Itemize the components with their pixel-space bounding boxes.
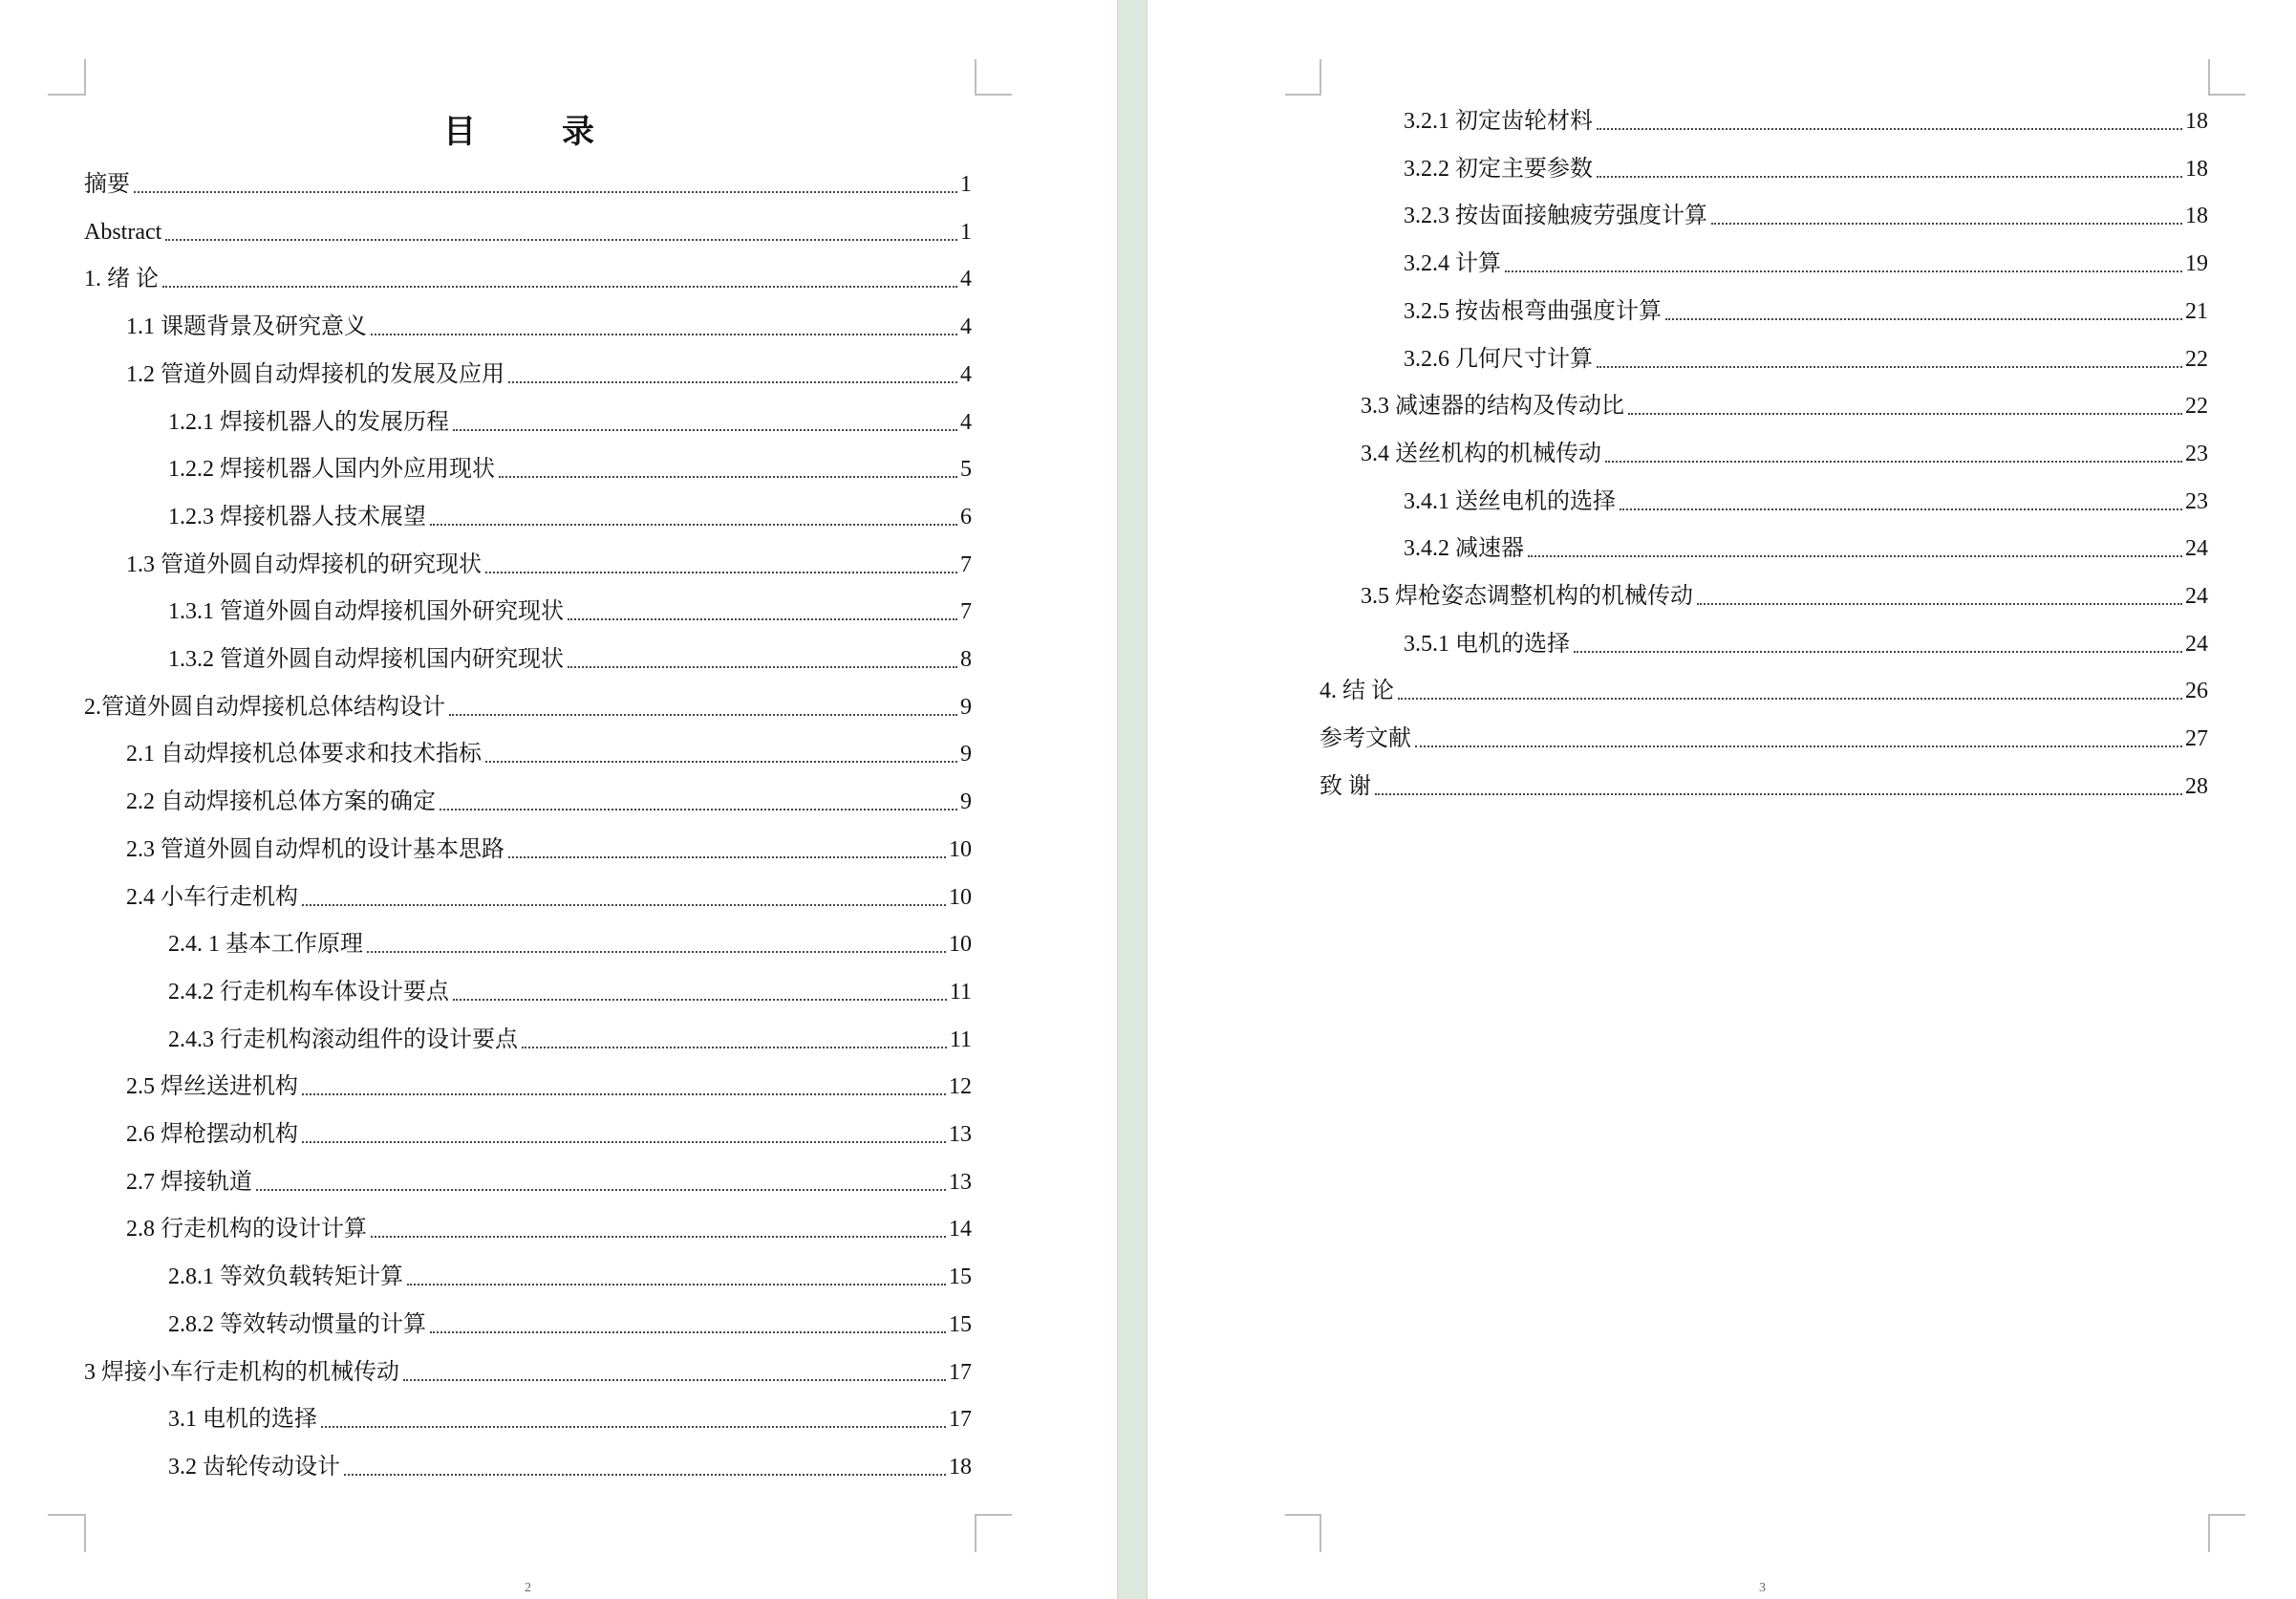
toc-entry[interactable] bbox=[168, 920, 972, 959]
toc-entry[interactable] bbox=[84, 683, 972, 722]
toc-entry[interactable] bbox=[84, 255, 972, 293]
toc-entry[interactable] bbox=[1404, 335, 2208, 374]
margin-mark-bottom-left bbox=[1285, 1514, 1321, 1552]
toc-entry-page: 1 bbox=[960, 219, 972, 245]
toc-entry-label: 3.2.4 计算 bbox=[1404, 251, 1501, 277]
dot-leader bbox=[508, 381, 957, 383]
toc-entry[interactable] bbox=[168, 445, 972, 484]
dot-leader bbox=[371, 334, 957, 335]
dot-leader bbox=[256, 1189, 946, 1191]
dot-leader bbox=[430, 524, 957, 526]
toc-entry-label: 4. 结 论 bbox=[1320, 679, 1394, 704]
toc-entry-label: 1.3 管道外圆自动焊接机的研究现状 bbox=[126, 551, 482, 577]
toc-entry-label: 3 焊接小车行走机构的机械传动 bbox=[84, 1359, 399, 1385]
toc-entry-page: 21 bbox=[2185, 298, 2208, 324]
dot-leader bbox=[162, 286, 957, 288]
toc-entry-page: 12 bbox=[949, 1074, 972, 1100]
toc-entry[interactable] bbox=[126, 1205, 972, 1243]
toc-entry[interactable] bbox=[126, 541, 972, 579]
dot-leader bbox=[302, 904, 946, 906]
dot-leader bbox=[1597, 128, 2182, 130]
toc-entry[interactable] bbox=[1361, 382, 2208, 421]
toc-entry-page: 28 bbox=[2185, 773, 2208, 799]
dot-leader bbox=[407, 1284, 946, 1286]
toc-entry-label: 1.2.2 焊接机器人国内外应用现状 bbox=[168, 457, 495, 483]
toc-entry-page: 18 bbox=[2185, 109, 2208, 134]
dot-leader bbox=[1505, 270, 2182, 272]
toc-entry[interactable] bbox=[1404, 145, 2208, 184]
toc-entry-label: 摘要 bbox=[84, 172, 130, 197]
dot-leader bbox=[485, 761, 957, 763]
toc-entry-label: 3.1 电机的选择 bbox=[168, 1407, 317, 1433]
toc-entry-label: 2.5 焊丝送进机构 bbox=[126, 1074, 298, 1100]
toc-entry-label: 3.4 送丝机构的机械传动 bbox=[1361, 441, 1601, 466]
toc-entry[interactable] bbox=[168, 1395, 972, 1434]
toc-entry[interactable] bbox=[126, 351, 972, 389]
page-number: 3 bbox=[1759, 1581, 1766, 1595]
dot-leader bbox=[302, 1141, 946, 1143]
toc-entry-page: 10 bbox=[949, 884, 972, 910]
toc-entry-label: Abstract bbox=[84, 219, 162, 245]
toc-entry-page: 24 bbox=[2185, 631, 2208, 657]
toc-entry-page: 27 bbox=[2185, 726, 2208, 752]
toc-entry-page: 4 bbox=[960, 409, 972, 435]
dot-leader bbox=[568, 618, 957, 620]
toc-entry-page: 22 bbox=[2185, 346, 2208, 372]
toc-entry[interactable] bbox=[1404, 525, 2208, 563]
toc-entry-label: 2.4 小车行走机构 bbox=[126, 884, 298, 910]
toc-entry[interactable] bbox=[1404, 620, 2208, 659]
margin-mark-bottom-left bbox=[48, 1514, 86, 1552]
toc-entry[interactable] bbox=[168, 968, 972, 1006]
toc-entry-page: 11 bbox=[949, 979, 972, 1005]
toc-entry-page: 9 bbox=[960, 694, 972, 720]
toc-entry[interactable] bbox=[126, 303, 972, 341]
toc-entry-label: 3.2.2 初定主要参数 bbox=[1404, 156, 1593, 182]
toc-entry-page: 15 bbox=[949, 1311, 972, 1337]
toc-entry[interactable] bbox=[84, 1349, 972, 1387]
toc-entry-page: 18 bbox=[2185, 204, 2208, 229]
dot-leader bbox=[321, 1426, 946, 1428]
dot-leader bbox=[403, 1379, 946, 1381]
dot-leader bbox=[449, 714, 957, 716]
toc-entry-page: 7 bbox=[960, 551, 972, 577]
toc-page-right bbox=[1148, 0, 2296, 1599]
toc-entry[interactable] bbox=[126, 778, 972, 816]
toc-entry-label: 3.2.1 初定齿轮材料 bbox=[1404, 109, 1593, 134]
dot-leader bbox=[1711, 223, 2182, 225]
toc-entry-page: 24 bbox=[2185, 584, 2208, 609]
dot-leader bbox=[1597, 176, 2182, 178]
toc-entry-label: 1.3.2 管道外圆自动焊接机国内研究现状 bbox=[168, 647, 564, 672]
toc-entry-page: 14 bbox=[949, 1217, 972, 1242]
toc-entry-label: 3.2.6 几何尺寸计算 bbox=[1404, 346, 1593, 372]
toc-entry-label: 2.4.3 行走机构滚动组件的设计要点 bbox=[168, 1026, 518, 1052]
toc-entry-label: 1.3.1 管道外圆自动焊接机国外研究现状 bbox=[168, 599, 564, 625]
toc-entry[interactable] bbox=[1404, 478, 2208, 516]
toc-entry-page: 7 bbox=[960, 599, 972, 625]
dot-leader bbox=[1697, 603, 2182, 605]
toc-entry-label: 3.3 减速器的结构及传动比 bbox=[1361, 394, 1624, 420]
toc-entry-page: 4 bbox=[960, 267, 972, 292]
page-number: 2 bbox=[525, 1581, 531, 1595]
toc-entry[interactable] bbox=[84, 208, 972, 247]
toc-entry-page: 1 bbox=[960, 172, 972, 197]
toc-entry-page: 15 bbox=[949, 1264, 972, 1290]
toc-entry-label: 2.4. 1 基本工作原理 bbox=[168, 932, 363, 958]
toc-entry[interactable] bbox=[1361, 430, 2208, 468]
toc-entry-page: 18 bbox=[2185, 156, 2208, 182]
toc-entry-page: 6 bbox=[960, 504, 972, 529]
margin-mark-top-left bbox=[1285, 59, 1321, 96]
toc-entry-label: 参考文献 bbox=[1320, 726, 1411, 752]
dot-leader bbox=[344, 1474, 946, 1476]
dot-leader bbox=[1597, 366, 2182, 368]
toc-entry-label: 1.2.1 焊接机器人的发展历程 bbox=[168, 409, 449, 435]
toc-entry-page: 22 bbox=[2185, 394, 2208, 420]
toc-entry-page: 11 bbox=[949, 1026, 972, 1052]
toc-entry[interactable] bbox=[1320, 667, 2208, 705]
toc-entry-page: 23 bbox=[2185, 488, 2208, 514]
dot-leader bbox=[134, 191, 957, 193]
margin-mark-bottom-right bbox=[2208, 1514, 2245, 1552]
toc-entry[interactable] bbox=[168, 493, 972, 531]
toc-entry[interactable] bbox=[1320, 763, 2208, 801]
dot-leader bbox=[1398, 698, 2182, 700]
toc-entry-label: 1.1 课题背景及研究意义 bbox=[126, 314, 367, 340]
toc-entry-label: 3.5.1 电机的选择 bbox=[1404, 631, 1570, 657]
toc-entry-label: 3.5 焊枪姿态调整机构的机械传动 bbox=[1361, 584, 1693, 609]
toc-entry-label: 2.4.2 行走机构车体设计要点 bbox=[168, 979, 449, 1005]
toc-entry-page: 9 bbox=[960, 742, 972, 767]
toc-entry[interactable] bbox=[1404, 240, 2208, 278]
margin-mark-bottom-right bbox=[975, 1514, 1012, 1552]
page-gutter bbox=[1117, 0, 1148, 1599]
toc-entry[interactable] bbox=[1404, 192, 2208, 230]
dot-leader bbox=[522, 1047, 947, 1048]
toc-entry[interactable] bbox=[168, 636, 972, 674]
dot-leader bbox=[499, 476, 957, 478]
toc-entry-page: 13 bbox=[949, 1122, 972, 1147]
toc-entry[interactable] bbox=[1361, 573, 2208, 611]
dot-leader bbox=[430, 1331, 946, 1333]
toc-entry-label: 2.8 行走机构的设计计算 bbox=[126, 1217, 367, 1242]
toc-entry-label: 2.8.1 等效负载转矩计算 bbox=[168, 1264, 403, 1290]
margin-mark-top-right bbox=[2208, 59, 2245, 96]
toc-entry-page: 10 bbox=[949, 836, 972, 862]
toc-entry[interactable] bbox=[1404, 97, 2208, 136]
dot-leader bbox=[508, 856, 946, 858]
toc-entry-page: 5 bbox=[960, 457, 972, 483]
dot-leader bbox=[568, 666, 957, 668]
toc-entry-page: 13 bbox=[949, 1169, 972, 1195]
dot-leader bbox=[1620, 508, 2182, 510]
toc-entry-label: 致 谢 bbox=[1320, 773, 1371, 799]
toc-entry[interactable] bbox=[126, 730, 972, 768]
toc-entry-label: 3.4.2 减速器 bbox=[1404, 536, 1524, 562]
dot-leader bbox=[485, 572, 957, 573]
toc-title: 目 录 bbox=[443, 113, 621, 151]
toc-entry-page: 8 bbox=[960, 647, 972, 672]
toc-entry[interactable] bbox=[168, 1253, 972, 1291]
dot-leader bbox=[1375, 793, 2182, 795]
toc-entry-label: 1. 绪 论 bbox=[84, 267, 159, 292]
dot-leader bbox=[453, 429, 957, 431]
toc-entry-label: 1.2 管道外圆自动焊接机的发展及应用 bbox=[126, 361, 504, 387]
toc-entry-page: 26 bbox=[2185, 679, 2208, 704]
toc-entry[interactable] bbox=[168, 588, 972, 626]
toc-entry-page: 19 bbox=[2185, 251, 2208, 277]
toc-entry-page: 18 bbox=[949, 1454, 972, 1480]
dot-leader bbox=[453, 999, 947, 1001]
dot-leader bbox=[1528, 555, 2182, 557]
toc-entry[interactable] bbox=[84, 161, 972, 199]
toc-entry-label: 3.2.3 按齿面接触疲劳强度计算 bbox=[1404, 204, 1707, 229]
toc-entry-page: 4 bbox=[960, 314, 972, 340]
toc-entry-label: 2.6 焊枪摆动机构 bbox=[126, 1122, 298, 1147]
toc-entry[interactable] bbox=[126, 874, 972, 912]
toc-entry-page: 10 bbox=[949, 932, 972, 958]
dot-leader bbox=[1415, 745, 2182, 747]
toc-entry[interactable] bbox=[126, 1158, 972, 1197]
toc-entry-label: 2.7 焊接轨道 bbox=[126, 1169, 252, 1195]
toc-entry[interactable] bbox=[168, 399, 972, 437]
dot-leader bbox=[1574, 651, 2182, 653]
toc-entry[interactable] bbox=[126, 1063, 972, 1101]
toc-entry-label: 2.1 自动焊接机总体要求和技术指标 bbox=[126, 742, 482, 767]
margin-mark-top-right bbox=[975, 59, 1012, 96]
toc-entry-page: 24 bbox=[2185, 536, 2208, 562]
toc-entry-label: 2.2 自动焊接机总体方案的确定 bbox=[126, 789, 436, 815]
dot-leader bbox=[371, 1236, 946, 1238]
toc-page-left bbox=[0, 0, 1117, 1599]
toc-entry[interactable] bbox=[1404, 288, 2208, 326]
toc-entry-label: 2.8.2 等效转动惯量的计算 bbox=[168, 1311, 426, 1337]
toc-entry[interactable] bbox=[1320, 715, 2208, 753]
dot-leader bbox=[1628, 413, 2182, 415]
dot-leader bbox=[1665, 318, 2182, 320]
toc-entry-label: 3.2 齿轮传动设计 bbox=[168, 1454, 340, 1480]
toc-entry-label: 2.3 管道外圆自动焊机的设计基本思路 bbox=[126, 836, 504, 862]
toc-entry[interactable] bbox=[126, 1111, 972, 1149]
toc-entry-page: 23 bbox=[2185, 441, 2208, 466]
toc-entry-page: 17 bbox=[949, 1407, 972, 1433]
toc-entry-label: 1.2.3 焊接机器人技术展望 bbox=[168, 504, 426, 529]
dot-leader bbox=[440, 809, 957, 810]
toc-entry-page: 17 bbox=[949, 1359, 972, 1385]
toc-entry[interactable] bbox=[168, 1016, 972, 1054]
toc-entry-page: 9 bbox=[960, 789, 972, 815]
toc-entry-label: 3.2.5 按齿根弯曲强度计算 bbox=[1404, 298, 1662, 324]
toc-entry[interactable] bbox=[168, 1443, 972, 1481]
toc-entry-label: 2.管道外圆自动焊接机总体结构设计 bbox=[84, 694, 445, 720]
dot-leader bbox=[165, 239, 957, 241]
margin-mark-top-left bbox=[48, 59, 86, 96]
dot-leader bbox=[1605, 461, 2182, 463]
dot-leader bbox=[302, 1093, 946, 1095]
toc-entry-label: 3.4.1 送丝电机的选择 bbox=[1404, 488, 1616, 514]
toc-entry-page: 4 bbox=[960, 361, 972, 387]
dot-leader bbox=[367, 951, 946, 953]
toc-entry[interactable] bbox=[168, 1301, 972, 1339]
toc-entry[interactable] bbox=[126, 826, 972, 864]
